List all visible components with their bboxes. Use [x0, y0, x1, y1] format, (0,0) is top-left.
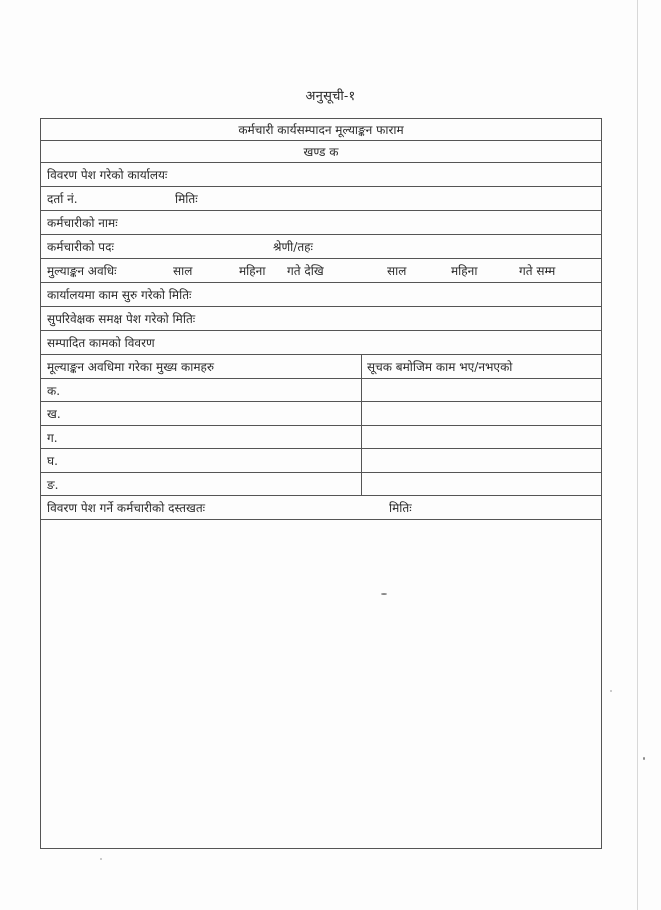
blank-remarks-area — [41, 520, 601, 848]
page-edge-shadow — [637, 0, 638, 910]
task-item-label: ख. — [47, 407, 61, 421]
section-title: खण्ड क — [303, 145, 339, 159]
task-header-row — [41, 355, 601, 379]
task-row — [41, 379, 601, 402]
task-item-label: घ. — [47, 454, 58, 468]
task-item-label: ङ. — [47, 477, 59, 492]
period-label: मुल्याङ्कन अवधिः — [47, 264, 117, 278]
signature-date-label: मितिः — [389, 501, 412, 515]
schedule-title: अनुसूची-१ — [305, 89, 356, 104]
registration-date-label: मितिः — [175, 192, 198, 206]
registration-number-label: दर्ता नं. — [47, 192, 78, 206]
main-tasks-header: मूल्याङ्कन अवधिमा गरेका मुख्य कामहरु — [47, 360, 215, 374]
scan-speck — [100, 858, 102, 860]
office-label: विवरण पेश गरेको कार्यालयः — [47, 168, 168, 182]
section-row — [41, 141, 601, 163]
grade-label: श्रेणी/तहः — [273, 240, 313, 254]
task-item-label: क. — [47, 383, 61, 398]
employee-name-row — [41, 211, 601, 235]
employee-post-label: कर्मचारीको पदः — [47, 240, 114, 254]
task-row — [41, 473, 601, 496]
column-divider — [361, 355, 362, 496]
employee-name-label: कर्मचारीको नामः — [47, 216, 118, 230]
work-details-label: सम्पादित कामको विवरण — [47, 336, 155, 350]
evaluation-period-row — [41, 259, 601, 283]
employee-post-row — [41, 235, 601, 259]
signature-row — [41, 496, 601, 520]
appraisal-form — [40, 118, 602, 849]
task-item-label: ग. — [47, 430, 58, 445]
supervisor-date-row — [41, 307, 601, 331]
join-date-label: कार्यालयमा काम सुरु गरेको मितिः — [47, 288, 192, 302]
scan-speck — [381, 593, 387, 595]
from-year-label: साल — [173, 264, 193, 278]
office-row — [41, 163, 601, 187]
to-month-label: महिना — [451, 264, 478, 278]
from-day-label: गते देखि — [287, 264, 324, 278]
indicator-header: सूचक बमोजिम काम भए/नभएको — [367, 360, 513, 374]
work-details-row — [41, 331, 601, 355]
task-row — [41, 402, 601, 426]
supervisor-date-label: सुपरिवेक्षक समक्ष पेश गरेको मितिः — [47, 312, 196, 326]
form-title: कर्मचारी कार्यसम्पादन मूल्याङ्कन फाराम — [238, 123, 404, 137]
form-title-row — [41, 119, 601, 141]
signature-label: विवरण पेश गर्ने कर्मचारीको दस्तखतः — [47, 501, 206, 515]
scan-speck — [610, 690, 612, 692]
scan-speck — [643, 757, 645, 760]
to-year-label: साल — [387, 264, 407, 278]
join-date-row — [41, 283, 601, 307]
to-day-label: गते सम्म — [519, 264, 556, 278]
from-month-label: महिना — [239, 264, 266, 278]
task-row — [41, 449, 601, 473]
registration-row — [41, 187, 601, 211]
task-row — [41, 426, 601, 449]
